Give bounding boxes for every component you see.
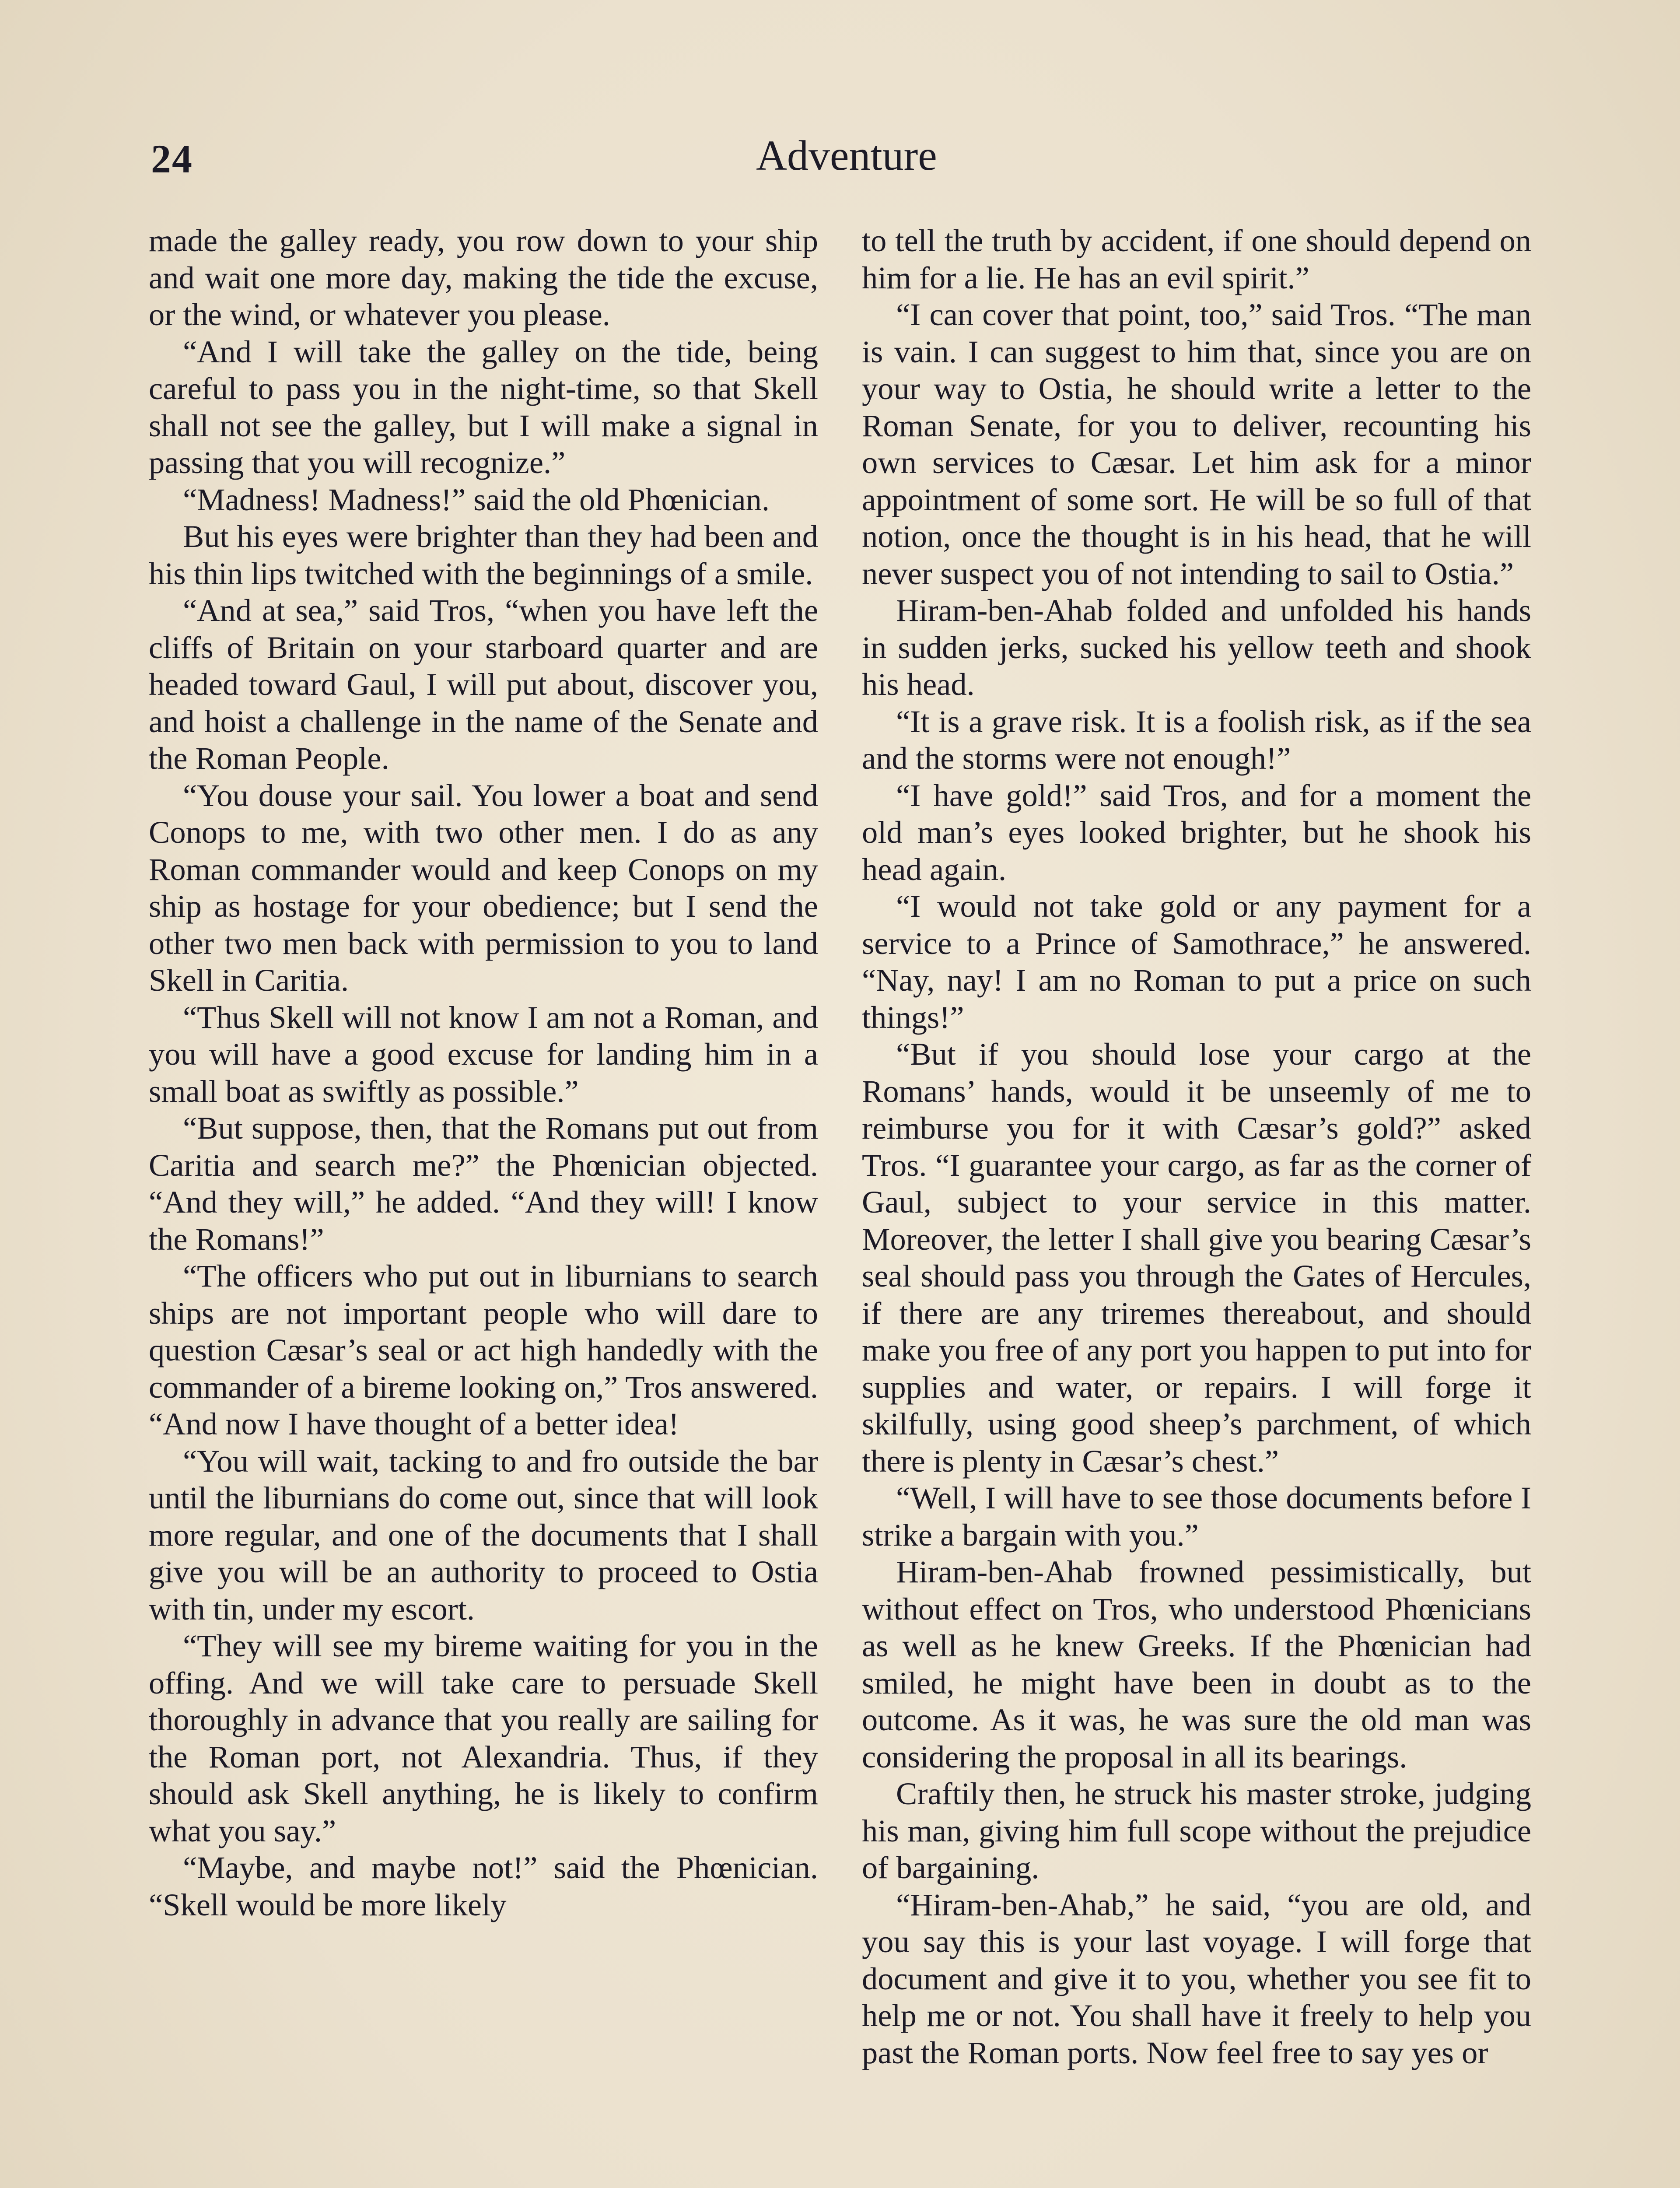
paragraph: “Madness! Madness!” said the old Phœnician.	[183, 481, 770, 517]
paragraph: “You douse your sail. You lower a boat and send Conops to me, with two other men. I do as any Roman commander would and keep Conops on my ship as hostage for your obedience; but I send the other two men back with permission to you to land Skell in Caritia.	[149, 777, 818, 998]
paragraph: “They will see my bireme waiting for you in the offing. And we will take care to persuade Skell thoroughly in advance that you really are sailing for the Roman port, not Alexandria. Thus, if they should ask Skell anything, he is likely to confirm what you say.”	[149, 1628, 818, 1848]
paragraph: “But if you should lose your cargo at the Romans’ hands, would it be unseemly of me to reimburse you for it with Cæsar’s gold?” asked Tros. “I guarantee your cargo, as far as the corner of Gaul, subject to your service in this matter. Moreover, the letter I shall give you bearing Cæsar’s seal should pass you through the Gates of Hercules, if there are any triremes thereabout, and should make you free of any port you happen to put into for supplies and water, or repairs. I will forge it skilfully, using good sheep’s parchment, of which there is plenty in Cæsar’s chest.”	[862, 1036, 1531, 1479]
paragraph: “Maybe, and maybe not!” said the Phœnician. “Skell would be more likely	[149, 1850, 818, 1922]
paragraph: “Well, I will have to see those documents before I strike a bargain with you.”	[862, 1480, 1531, 1553]
paragraph: “Hiram-ben-Ahab,” he said, “you are old, and you say this is your last voyage. I will forge that document and give it to you, whether you see fit to help me or not. You shall have it freely to help you past the Roman ports. Now feel free to say yes or	[862, 1886, 1531, 2070]
paragraph: “Thus Skell will not know I am not a Roman, and you will have a good excuse for landing him in a small boat as swiftly as possible.”	[149, 999, 818, 1109]
paragraph: Hiram-ben-Ahab frowned pessimistically, but without effect on Tros, who understood Phœnicians as well as he knew Greeks. If the Phœnician had smiled, he might have been in doubt as to the outcome. As it was, he was sure the old man was considering the proposal in all its bearings.	[862, 1554, 1531, 1774]
paragraph: Craftily then, he struck his master stroke, judging his man, giving him full scope without the prejudice of bargaining.	[862, 1776, 1531, 1885]
paragraph: “I have gold!” said Tros, and for a moment the old man’s eyes looked brighter, but he shook his head again.	[862, 777, 1531, 887]
paragraph: to tell the truth by accident, if one should depend on him for a lie. He has an evil spirit.”	[862, 223, 1531, 295]
paragraph: “And at sea,” said Tros, “when you have left the cliffs of Britain on your starboard quarter and are headed toward Gaul, I will put about, discover you, and hoist a challenge in the name of the Senate and the Roman People.	[149, 593, 818, 776]
running-title: Adventure	[756, 132, 937, 179]
paragraph: made the galley ready, you row down to your ship and wait one more day, making the tide the excuse, or the wind, or whatever you please.	[149, 223, 818, 332]
page-header	[151, 127, 1542, 193]
paragraph: “I can cover that point, too,” said Tros. “The man is vain. I can suggest to him that, since you are on your way to Ostia, he should write a letter to the Roman Senate, for you to deliver, recounting his own services to Cæsar. Let him ask for a minor appointment of some sort. He will be so full of that notion, once the thought is in his head, that he will never suspect you of not intending to sail to Ostia.”	[862, 297, 1531, 591]
left-column	[149, 222, 818, 1923]
page-number: 24	[151, 137, 193, 181]
paragraph: But his eyes were brighter than they had been and his thin lips twitched with the beginnings of a smile.	[149, 519, 818, 591]
paragraph: “The officers who put out in liburnians to search ships are not important people who will dare to question Cæsar’s seal or act high handedly with the commander of a bireme looking on,” Tros answered. “And now I have thought of a better idea!	[149, 1258, 818, 1441]
paragraph: “And I will take the galley on the tide, being careful to pass you in the night-time, so that Skell shall not see the galley, but I will make a signal in passing that you will recognize.”	[149, 333, 818, 480]
paragraph: “I would not take gold or any payment for a service to a Prince of Samothrace,” he answered. “Nay, nay! I am no Roman to put a price on such things!”	[862, 888, 1531, 1035]
right-column	[862, 222, 1531, 2071]
paragraph: “You will wait, tacking to and fro outside the bar until the liburnians do come out, since that will look more regular, and one of the documents that I shall give you will be an authority to proceed to Ostia with tin, under my escort.	[149, 1443, 818, 1627]
paragraph: “It is a grave risk. It is a foolish risk, as if the sea and the storms were not enough!”	[862, 703, 1531, 776]
paragraph: Hiram-ben-Ahab folded and unfolded his hands in sudden jerks, sucked his yellow teeth and shook his head.	[862, 593, 1531, 702]
paragraph: “But suppose, then, that the Romans put out from Caritia and search me?” the Phœnician objected. “And they will,” he added. “And they will! I know the Romans!”	[149, 1110, 818, 1257]
